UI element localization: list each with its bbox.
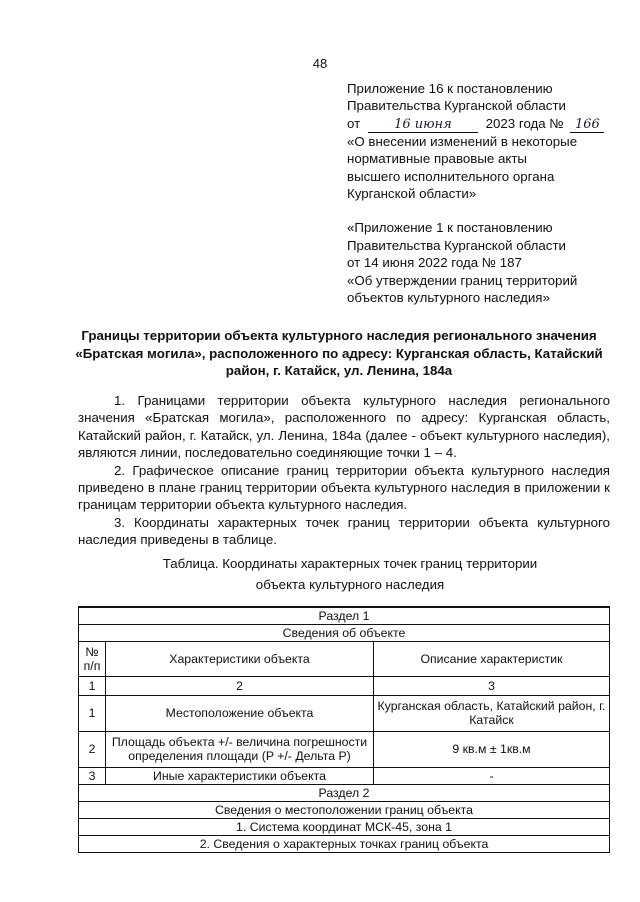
table-caption-line: Таблица. Координаты характерных точек границ территории: [162, 556, 538, 571]
paragraph: 2. Графическое описание границ территории объекта культурного наследия приведено в плане границ территории объекта культурного наследия в приложении к границам территории объекта культурного наследия.: [78, 462, 610, 513]
handwritten-date: 16 июня: [368, 117, 478, 133]
section-1-title: Сведения об объекте: [79, 624, 610, 641]
paragraph: 3. Координаты характерных точек границ территории объекта культурного наследия приведены в таблице.: [78, 514, 610, 548]
header-line: нормативные правовые акты: [347, 151, 527, 167]
row-characteristic: Иные характеристики объекта: [106, 767, 374, 784]
header-line: Правительства Курганской области: [347, 98, 566, 114]
column-header-number: № п/п: [79, 641, 106, 676]
boundary-points-row: 2. Сведения о характерных точках границ объекта: [79, 835, 610, 852]
date-suffix: 2023 года №: [485, 115, 564, 131]
document-title: Границы территории объекта культурного наследия регионального значения «Братская могила», расположенного по адресу: Курганская область, Катайский район, г. Катайск, ул. Ленина, 184а: [75, 328, 603, 379]
date-prefix: от: [347, 115, 361, 131]
paragraph: 1. Границами территории объекта культурного наследия регионального значения «Братская могила», расположенного по адресу: Курганская область, Катайский район, г. Катайск, ул. Ленина, 184а (далее - объект культурного наследия), являются линии, последовательно соединяющие точки 1 – 4.: [78, 393, 610, 461]
row-description: -: [374, 767, 610, 784]
column-index: 2: [106, 676, 374, 695]
header-line: Курганской области»: [347, 186, 477, 202]
header-date-line: [347, 115, 627, 133]
row-number: 3: [79, 767, 106, 784]
header-line: Правительства Курганской области: [347, 237, 566, 253]
header-line: Приложение 16 к постановлению: [347, 81, 553, 96]
table-caption: [140, 553, 560, 595]
column-header-description: Описание характеристик: [374, 641, 610, 676]
section-1-header: Раздел 1: [79, 607, 610, 624]
row-number: 2: [79, 731, 106, 767]
column-index: 1: [79, 676, 106, 695]
row-characteristic: Местоположение объекта: [106, 695, 374, 731]
header-line: высшего исполнительного органа: [347, 168, 555, 184]
coordinate-system-row: 1. Система координат МСК-45, зона 1: [79, 818, 610, 835]
header-line: от 14 июня 2022 года № 187: [347, 255, 522, 271]
row-number: 1: [79, 695, 106, 731]
header-line: «Приложение 1 к постановлению: [347, 220, 553, 236]
section-2-title: Сведения о местоположении границ объекта: [79, 801, 610, 818]
header-block: [347, 80, 627, 306]
row-characteristic: Площадь объекта +/- величина погрешности определения площади (P +/- Дельта P): [106, 731, 374, 767]
header-line: «Об утверждении границ территорий: [347, 272, 578, 288]
coordinates-table: [78, 606, 610, 853]
column-header-characteristic: Характеристики объекта: [106, 641, 374, 676]
body-text: [78, 392, 610, 549]
handwritten-number: 166: [570, 117, 604, 133]
header-line: «О внесении изменений в некоторые: [347, 133, 578, 149]
header-line: объектов культурного наследия»: [347, 290, 550, 306]
row-description: Курганская область, Катайский район, г. Катайск: [374, 695, 610, 731]
page-number: 48: [312, 56, 328, 71]
column-index: 3: [374, 676, 610, 695]
section-2-header: Раздел 2: [79, 784, 610, 801]
row-description: 9 кв.м ± 1кв.м: [374, 731, 610, 767]
table-caption-line: объекта культурного наследия: [255, 577, 445, 592]
